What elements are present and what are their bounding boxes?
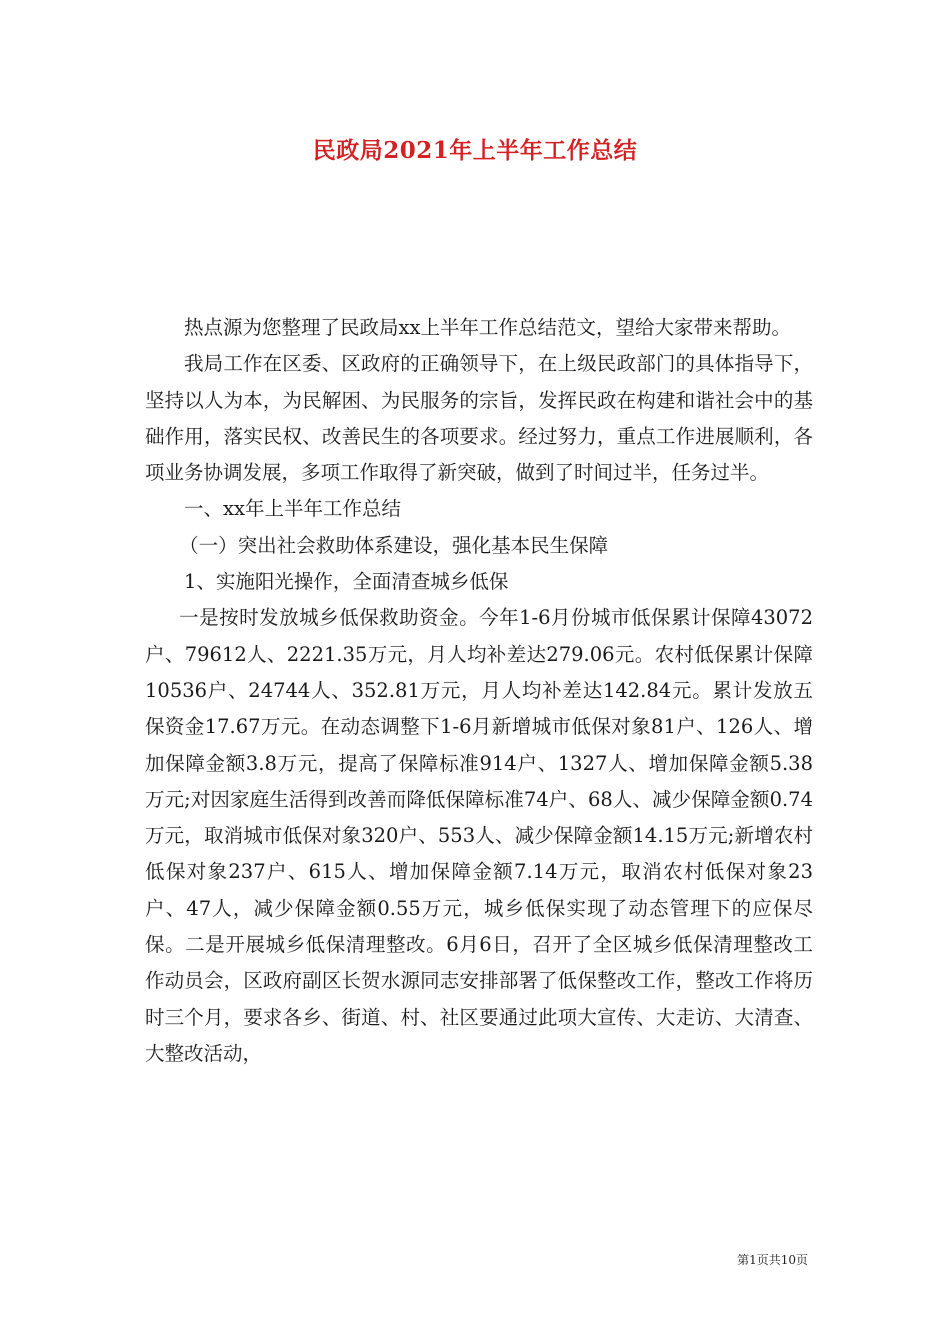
page-number: 第1页共10页	[737, 1253, 808, 1267]
document-body	[145, 310, 813, 1072]
subsection-heading-1: （一）突出社会救助体系建设，强化基本民生保障	[179, 533, 609, 557]
paragraph-overview: 我局工作在区委、区政府的正确领导下，在上级民政部门的具体指导下，坚持以人为本，为民解困、为民服务的宗旨，发挥民政在构建和谐社会中的基础作用，落实民权、改善民生的各项要求。经过努力，重点工作进展顺利，各项业务协调发展，多项工作取得了新突破，做到了时间过半，任务过半。	[145, 352, 813, 485]
item-heading-1: 1、实施阳光操作，全面清查城乡低保	[184, 570, 509, 594]
document-title: 民政局2021年上半年工作总结	[312, 137, 638, 164]
paragraph-intro: 热点源为您整理了民政局xx上半年工作总结范文，望给大家带来帮助。	[184, 316, 791, 339]
section-heading-1: 一、xx年上半年工作总结	[184, 497, 401, 521]
paragraph-details: 一是按时发放城乡低保救助资金。今年1-6月份城市低保累计保障43072户、79612人、2221.35万元，月人均补差达279.06元。农村低保累计保障10536户、24744人、352.81万元，月人均补差达142.84元。累计发放五保资金17.67万元。在动态调整下1-6月新增城市低保对象81户、126人、增加保障金额3.8万元，提高了保障标准914户、1327人、增加保障金额5.38万元;对因家庭生活得到改善而降低保障标准74户、68人、减少保障金额0.74万元，取消城市低保对象320户、553人、减少保障金额14.15万元;新增农村低保对象237户、615人、增加保障金额7.14万元，取消农村低保对象23户、47人，减少保障金额0.55万元，城乡低保实现了动态管理下的应保尽保。二是开展城乡低保清理整改。6月6日，召开了全区城乡低保清理整改工作动员会，区政府副区长贺水源同志安排部署了低保整改工作，整改工作将历时三个月，要求各乡、街道、村、社区要通过此项大宣传、大走访、大清查、大整改活动，	[145, 606, 813, 1065]
